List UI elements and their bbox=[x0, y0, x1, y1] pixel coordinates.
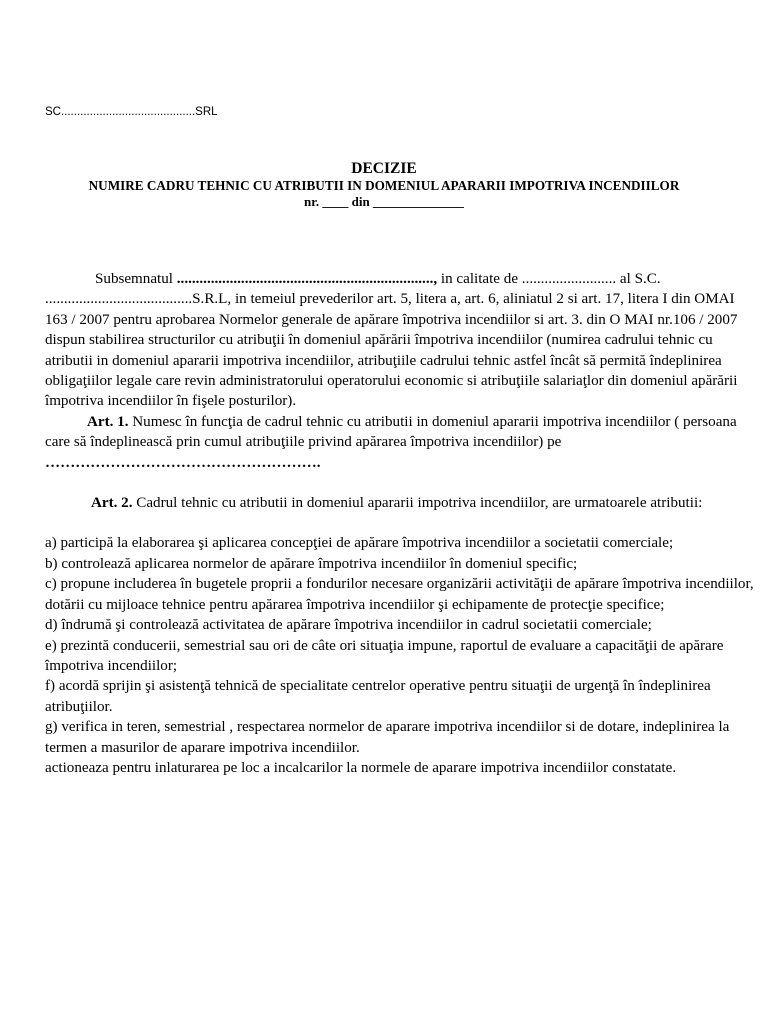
title-block bbox=[0, 160, 768, 210]
duty-item: e) prezintă conducerii, semestrial sau ori de câte ori situaţia impune, raportul de evaluare a capacităţii de apărare împotriva incendiilor; bbox=[45, 637, 724, 674]
article-2-paragraph bbox=[45, 493, 757, 513]
duty-item: g) verifica in teren, semestrial , respectarea normelor de aparare impotriva incendiilor si de dotare, indeplinirea la termen a masurilor de aparare impotriva incendiilor. bbox=[45, 719, 730, 756]
company-placeholder: SC..........................................SRL bbox=[45, 106, 218, 118]
duty-item: f) acordă sprijin şi asistenţă tehnică de specialitate centrelor operative pentru situaţii de urgenţă în îndeplinirea atribuţiilor. bbox=[45, 678, 711, 715]
subsemnatul-label: Subsemnatul bbox=[95, 271, 173, 287]
article-2-text: Cadrul tehnic cu atributii in domeniul apararii impotriva incendiilor, are urmatoarele atributii: bbox=[132, 495, 703, 512]
article-1-label: Art. 1. bbox=[87, 413, 129, 430]
article-2-label: Art. 2. bbox=[91, 495, 133, 512]
duty-item: a) participă la elaborarea şi aplicarea concepţiei de apărare împotriva incendiilor a societatii comerciale; bbox=[45, 535, 674, 552]
preamble-text: in calitate de ......................... al S.C. .......................................S.R.L, in temeiul prevederilor art. 5, litera a, art. 6, aliniatul 2 si art. 17, litera I din OMAI 163 / 2007 pentru aprobarea Normelor generale de apărare împotriva incendiilor si art. 3. din O MAI nr.106 / 2007 dispun stabilirea structurilor cu atribuţii în domeniul apărării împotriva incendiilor (numirea cadrului tehnic cu atributii in domeniul apararii impotriva incendiilor, atribuţiile cadrului tehnic astfel încât să permită îndeplinirea obligaţiilor legale care revin administratorului operatorului economic si atribuţiile salariaţlor din domeniul apărării împotriva incendiilor în fişele posturilor). bbox=[45, 271, 738, 410]
article-1-text: Numesc în funcţia de cadrul tehnic cu atributii in domeniul apararii impotriva incendiilor ( persoana care să îndeplinească prin cumul atribuţiile privind apărarea împotriva incendiilor) pe bbox=[45, 413, 737, 451]
duties-list bbox=[45, 533, 757, 778]
duty-item: c) propune includerea în bugetele proprii a fondurilor necesare organizării activităţii de apărare împotriva incendiilor, dotării cu mijloace tehnice pentru apărarea împotriva incendiilor şi echipamente de protecţie specifice; bbox=[45, 576, 754, 613]
duty-item: actioneaza pentru inlaturarea pe loc a incalcarilor la normele de aparare impotriva incendiilor constatate. bbox=[45, 759, 677, 776]
preamble-paragraph bbox=[45, 269, 757, 412]
duty-item: b) controlează aplicarea normelor de apărare împotriva incendiilor în domeniul specific; bbox=[45, 555, 578, 572]
duty-item: d) îndrumă şi controlează activitatea de apărare împotriva incendiilor in cadrul societatii comerciale; bbox=[45, 617, 652, 634]
document-number-line: nr. ____ din ______________ bbox=[304, 194, 464, 209]
document-title: DECIZIE bbox=[351, 160, 417, 177]
document-subtitle: NUMIRE CADRU TEHNIC CU ATRIBUTII IN DOMENIUL APARARII IMPOTRIVA INCENDIILOR bbox=[88, 178, 680, 193]
document-body bbox=[45, 269, 757, 778]
article-1-paragraph bbox=[45, 412, 757, 473]
article-1-dots: ………………………………………………. bbox=[45, 454, 321, 471]
name-dots: ...................................................................., bbox=[176, 271, 438, 287]
